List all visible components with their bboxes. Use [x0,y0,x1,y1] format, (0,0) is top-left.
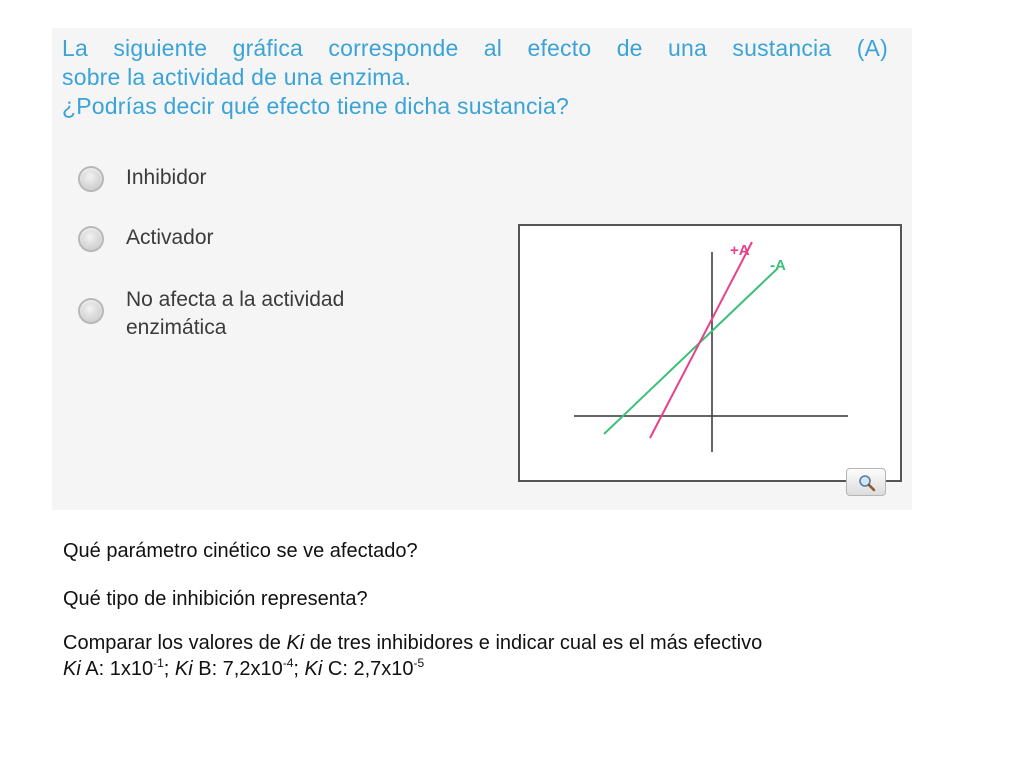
series-line-plus-a [650,242,752,438]
series-label-plus-a: +A [730,242,750,259]
option-label: Activador [126,226,214,249]
enzyme-activity-chart[interactable] [518,224,902,482]
question-text [62,34,912,121]
zoom-button[interactable] [846,468,886,496]
question-kinetic-parameter: Qué parámetro cinético se ve afectado? [63,540,418,562]
option-label: Inhibidor [126,166,207,189]
ki-values: Ki A: $1x10^{-1}$; Ki B: $7,2x10^{-4}$; Ki C: $2,7x10^{-5}$ [63,656,425,680]
question-inhibition-type: Qué tipo de inhibición representa? [63,588,368,610]
radio-button[interactable] [78,226,104,252]
option-no-afecta[interactable] [78,288,418,342]
question-line-2: sobre la actividad de una enzima. [62,64,412,90]
radio-button[interactable] [78,166,104,192]
chart-svg [520,226,904,484]
question-line-1: La siguiente gráfica corresponde al efecto de una sustancia (A) [62,35,888,61]
radio-button[interactable] [78,298,104,324]
option-activador[interactable] [78,226,418,252]
magnifier-icon [858,474,876,492]
series-line-minus-a [604,268,778,434]
option-label: No afecta a la actividad enzimática [126,288,345,339]
series-label-minus-a: -A [770,257,786,274]
question-compare-ki: Comparar los valores de Ki de tres inhibidores e indicar cual es el más efectivo [63,632,763,654]
question-line-3: ¿Podrías decir qué efecto tiene dicha sustancia? [62,93,569,119]
option-inhibidor[interactable] [78,166,418,192]
